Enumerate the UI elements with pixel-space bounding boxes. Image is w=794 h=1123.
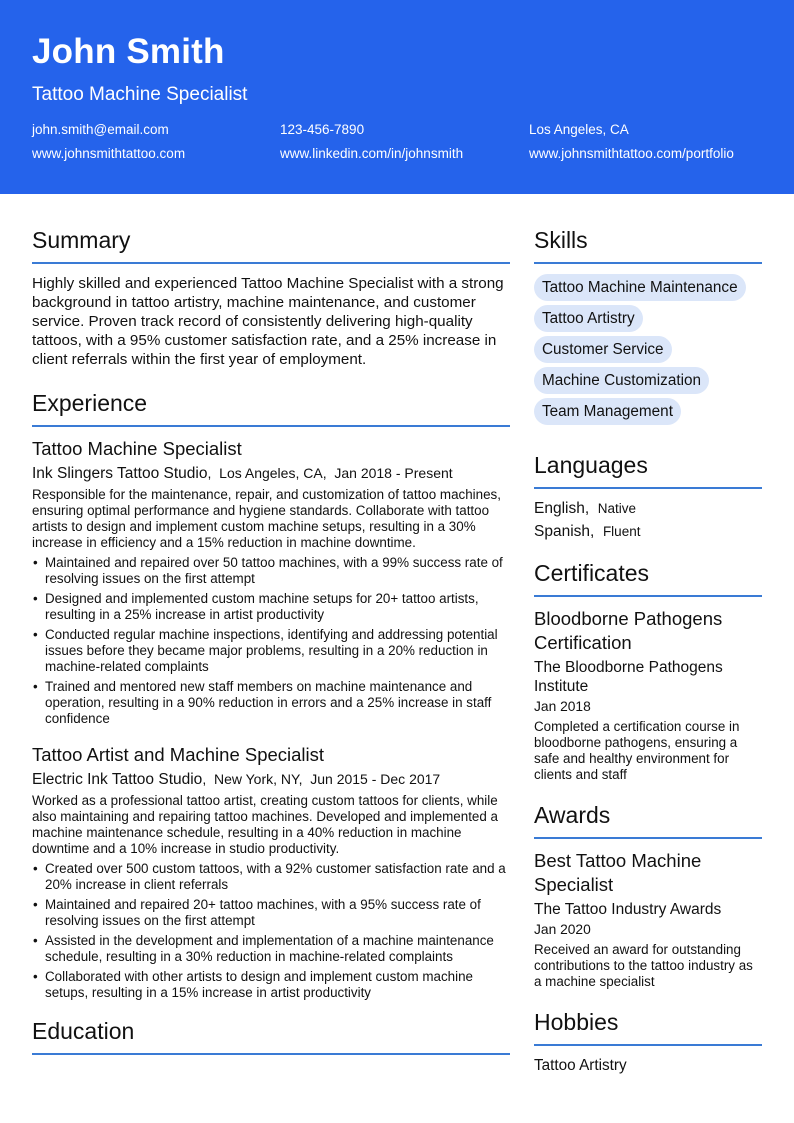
skills-heading: Skills — [534, 226, 762, 264]
award-issuer: The Tattoo Industry Awards — [534, 901, 722, 918]
hobby-item: Tattoo Artistry — [534, 1057, 627, 1074]
certificate-name: Bloodborne Pathogens Certification — [534, 608, 723, 653]
award-item — [534, 849, 762, 990]
job-meta: Ink Slingers Tattoo Studio, Los Angeles, CA, Jan 2018 - Present — [32, 465, 453, 482]
certificate-issuer: The Bloodborne Pathogens Institute — [534, 659, 723, 695]
job-dates: Jan 2018 - Present — [334, 465, 453, 481]
language-name: Spanish — [534, 523, 591, 540]
job-entry — [32, 437, 510, 727]
awards-heading: Awards — [534, 801, 762, 839]
phone-number: 123-456-7890 — [280, 122, 365, 137]
job-location: New York, NY — [213, 771, 299, 787]
skill-pill: Tattoo Artistry — [534, 305, 643, 332]
side-column — [534, 226, 762, 1075]
job-bullets — [32, 555, 510, 727]
job-title: Tattoo Artist and Machine Specialist — [32, 744, 325, 765]
certificate-date: Jan 2018 — [534, 699, 591, 714]
email-link[interactable]: john.smith@email.com — [32, 122, 169, 137]
skills-list — [534, 274, 762, 429]
language-item: Spanish, Fluent — [534, 523, 641, 540]
job-bullet: • Created over 500 custom tattoos, with a 92% customer satisfaction rate and a 20% increase in client referrals — [32, 861, 510, 893]
website-link[interactable]: www.johnsmithtattoo.com — [32, 146, 186, 161]
summary-heading: Summary — [32, 226, 510, 264]
job-location: Los Angeles, CA — [219, 465, 323, 481]
certificate-description: Completed a certification course in bloodborne pathogens, ensuring a safe and healthy environment for clients and staff — [534, 719, 740, 782]
award-description: Received an award for outstanding contributions to the tattoo industry as a machine specialist — [534, 942, 753, 989]
language-item: English, Native — [534, 500, 637, 517]
skill-pill: Customer Service — [534, 336, 672, 363]
location: Los Angeles, CA — [529, 122, 629, 137]
certificate-item — [534, 607, 762, 783]
portfolio-link[interactable]: www.johnsmithtattoo.com/portfolio — [529, 146, 734, 161]
job-title: Tattoo Machine Specialist — [32, 438, 242, 459]
language-level: Native — [597, 501, 637, 516]
summary-text: Highly skilled and experienced Tattoo Machine Specialist with a strong background in tattoo artistry, machine maintenance, and customer service. Proven track record of consistently delivering high-quality tattoos, with a 95% customer satisfaction rate, and a 25% increase in client referrals within the first year of employment. — [32, 275, 504, 368]
resume-header — [0, 0, 794, 194]
job-description: Worked as a professional tattoo artist, creating custom tattoos for clients, while also maintaining and repairing tattoo machines. Developed and implemented a machine maintenance schedule, resulting in a 40% reduction in machine downtime and a 10% increase in studio productivity. — [32, 793, 498, 856]
job-dates: Jun 2015 - Dec 2017 — [310, 771, 441, 787]
skill-pill: Machine Customization — [534, 367, 709, 394]
candidate-name: John Smith — [32, 32, 225, 71]
job-company: Ink Slingers Tattoo Studio — [32, 465, 208, 482]
hobbies-heading: Hobbies — [534, 1008, 762, 1046]
job-meta: Electric Ink Tattoo Studio, New York, NY, Jun 2015 - Dec 2017 — [32, 771, 441, 788]
job-bullet: • Conducted regular machine inspections, identifying and addressing potential issues before they became major problems, resulting in a 20% reduction in machine-related complaints — [32, 627, 510, 675]
job-bullet: • Maintained and repaired over 50 tattoo machines, with a 99% success rate of resolving issues on the first attempt — [32, 555, 510, 587]
certificates-heading: Certificates — [534, 559, 762, 597]
job-bullet: • Collaborated with other artists to design and implement custom machine setups, resulting in a 15% increase in artist productivity — [32, 969, 510, 1001]
job-description: Responsible for the maintenance, repair, and customization of tattoo machines, ensuring optimal performance and hygiene standards. Collaborate with tattoo artists to design and implement custom machine setups, resulting in a 30% increase in efficiency and a 15% reduction in machine downtime. — [32, 487, 501, 550]
job-entry — [32, 743, 510, 1001]
award-name: Best Tattoo Machine Specialist — [534, 850, 702, 895]
language-level: Fluent — [602, 524, 641, 539]
job-bullet: • Designed and implemented custom machine setups for 20+ tattoo artists, resulting in a 25% increase in artist productivity — [32, 591, 510, 623]
language-name: English — [534, 500, 585, 517]
job-bullet: • Trained and mentored new staff members on machine maintenance and operation, resulting in a 90% reduction in errors and a 25% increase in staff confidence — [32, 679, 510, 727]
languages-heading: Languages — [534, 451, 762, 489]
languages-list — [534, 499, 762, 541]
skill-pill: Tattoo Machine Maintenance — [534, 274, 746, 301]
main-column — [32, 226, 510, 1065]
job-bullets — [32, 861, 510, 1001]
education-heading: Education — [32, 1017, 510, 1055]
job-bullet: • Maintained and repaired 20+ tattoo machines, with a 95% success rate of resolving issues on the first attempt — [32, 897, 510, 929]
skill-pill: Team Management — [534, 398, 681, 425]
linkedin-link[interactable]: www.linkedin.com/in/johnsmith — [280, 146, 464, 161]
job-company: Electric Ink Tattoo Studio — [32, 771, 203, 788]
job-bullet: • Assisted in the development and implementation of a machine maintenance schedule, resulting in a 30% reduction in machine-related complaints — [32, 933, 510, 965]
award-date: Jan 2020 — [534, 922, 591, 937]
experience-heading: Experience — [32, 389, 510, 427]
candidate-title: Tattoo Machine Specialist — [32, 84, 248, 105]
